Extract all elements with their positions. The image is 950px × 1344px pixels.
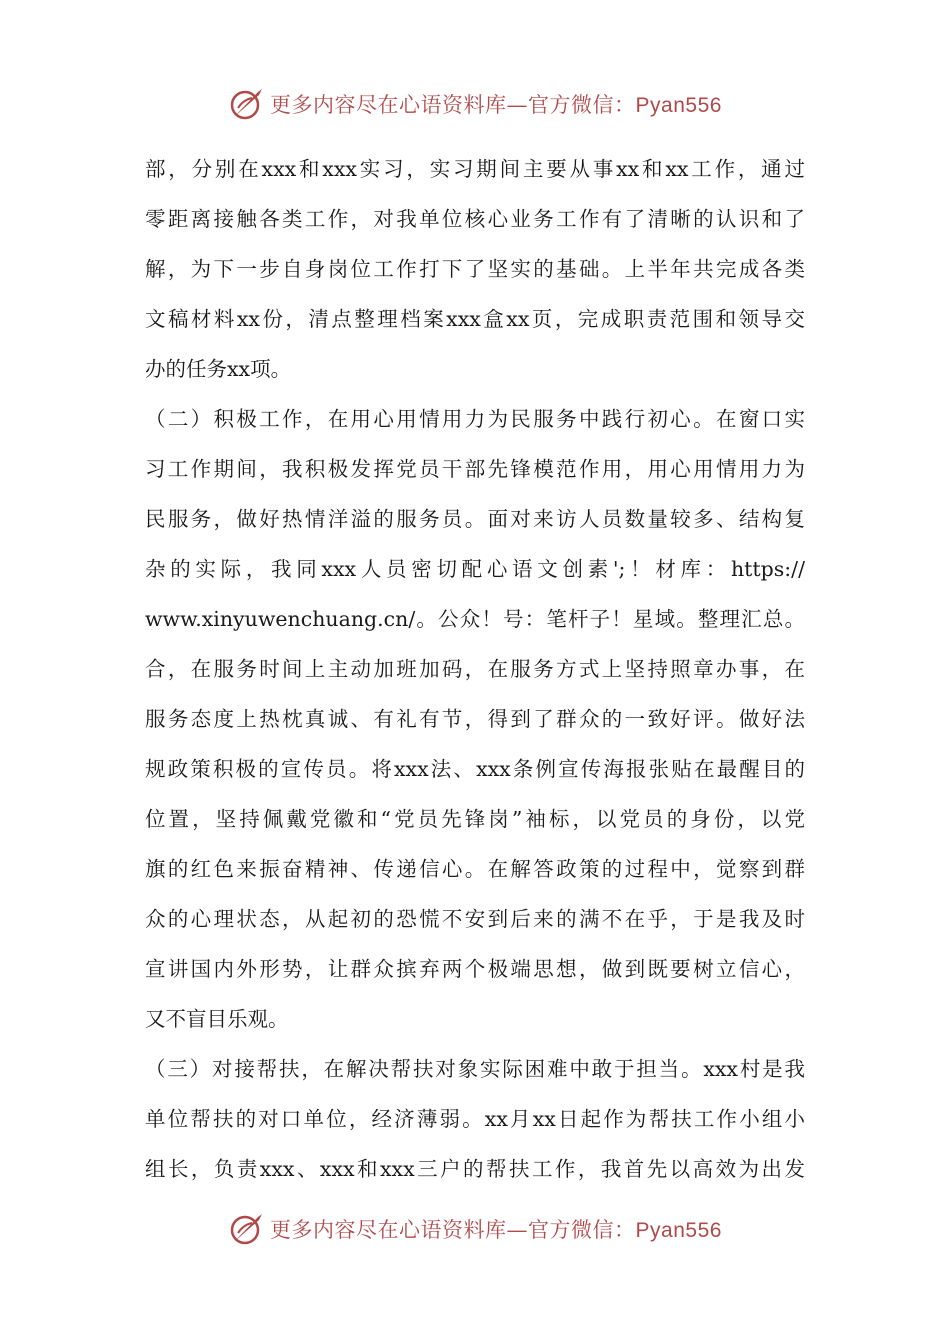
banner-label: 更多内容尽在心语资料库—官方微信： (270, 1218, 636, 1242)
text-line: 习工作期间，我积极发挥党员干部先锋模范作用，用心用情用力为 (145, 457, 805, 481)
text-line: 又不盲目乐观。 (145, 1007, 289, 1031)
text-line: 旗的红色来振奋精神、传递信心。在解答政策的过程中，觉察到群 (145, 857, 805, 881)
wechat-id: Pyan556 (635, 1219, 722, 1242)
text-line: 解，为下一步自身岗位工作打下了坚实的基础。上半年共完成各类 (145, 257, 805, 281)
text-line: 文稿材料xx份，清点整理档案xxx盒xx页，完成职责范围和领导交 (145, 307, 805, 331)
text-line: 部，分别在xxx和xxx实习，实习期间主要从事xx和xx工作，通过 (145, 157, 805, 181)
document-body (145, 144, 805, 1194)
text-line: （二）积极工作，在用心用情用力为民服务中践行初心。在窗口实 (145, 407, 805, 431)
text-line: 民服务，做好热情洋溢的服务员。面对来访人员数量较多、结构复 (145, 507, 805, 531)
text-line: 组长，负责xxx、xxx和xxx三户的帮扶工作，我首先以高效为出发 (145, 1157, 805, 1181)
text-line: www.xinyuwenchuang.cn/。公众！号：笔杆子！星域。整理汇总。 (145, 607, 805, 631)
quill-pen-logo-icon (228, 86, 266, 122)
text-line: 杂的实际，我同xxx人员密切配心语文创素';！材库：https:// (145, 557, 805, 581)
banner-label: 更多内容尽在心语资料库—官方微信： (270, 93, 636, 117)
wechat-id: Pyan556 (635, 94, 722, 117)
text-line: （三）对接帮扶，在解决帮扶对象实际困难中敢于担当。xxx村是我 (145, 1057, 805, 1081)
text-line: 零距离接触各类工作，对我单位核心业务工作有了清晰的认识和了 (145, 207, 805, 231)
text-line: 单位帮扶的对口单位，经济薄弱。xx月xx日起作为帮扶工作小组小 (145, 1107, 805, 1131)
text-line: 位置，坚持佩戴党徽和“党员先锋岗”袖标，以党员的身份，以党 (145, 807, 805, 831)
text-line: 众的心理状态，从起初的恐慌不安到后来的满不在乎，于是我及时 (145, 907, 805, 931)
text-line: 宣讲国内外形势，让群众摈弃两个极端思想，做到既要树立信心， (145, 957, 805, 981)
header-banner-text (270, 89, 722, 119)
text-line: 合，在服务时间上主动加班加码，在服务方式上坚持照章办事，在 (145, 657, 805, 681)
text-line: 服务态度上热枕真诚、有礼有节，得到了群众的一致好评。做好法 (145, 707, 805, 731)
quill-pen-logo-icon (228, 1211, 266, 1247)
text-line: 规政策积极的宣传员。将xxx法、xxx条例宣传海报张贴在最醒目的 (145, 757, 805, 781)
header-banner (0, 84, 950, 124)
footer-banner-text (270, 1214, 722, 1244)
footer-banner (0, 1209, 950, 1249)
text-line: 办的任务xx项。 (145, 357, 292, 381)
